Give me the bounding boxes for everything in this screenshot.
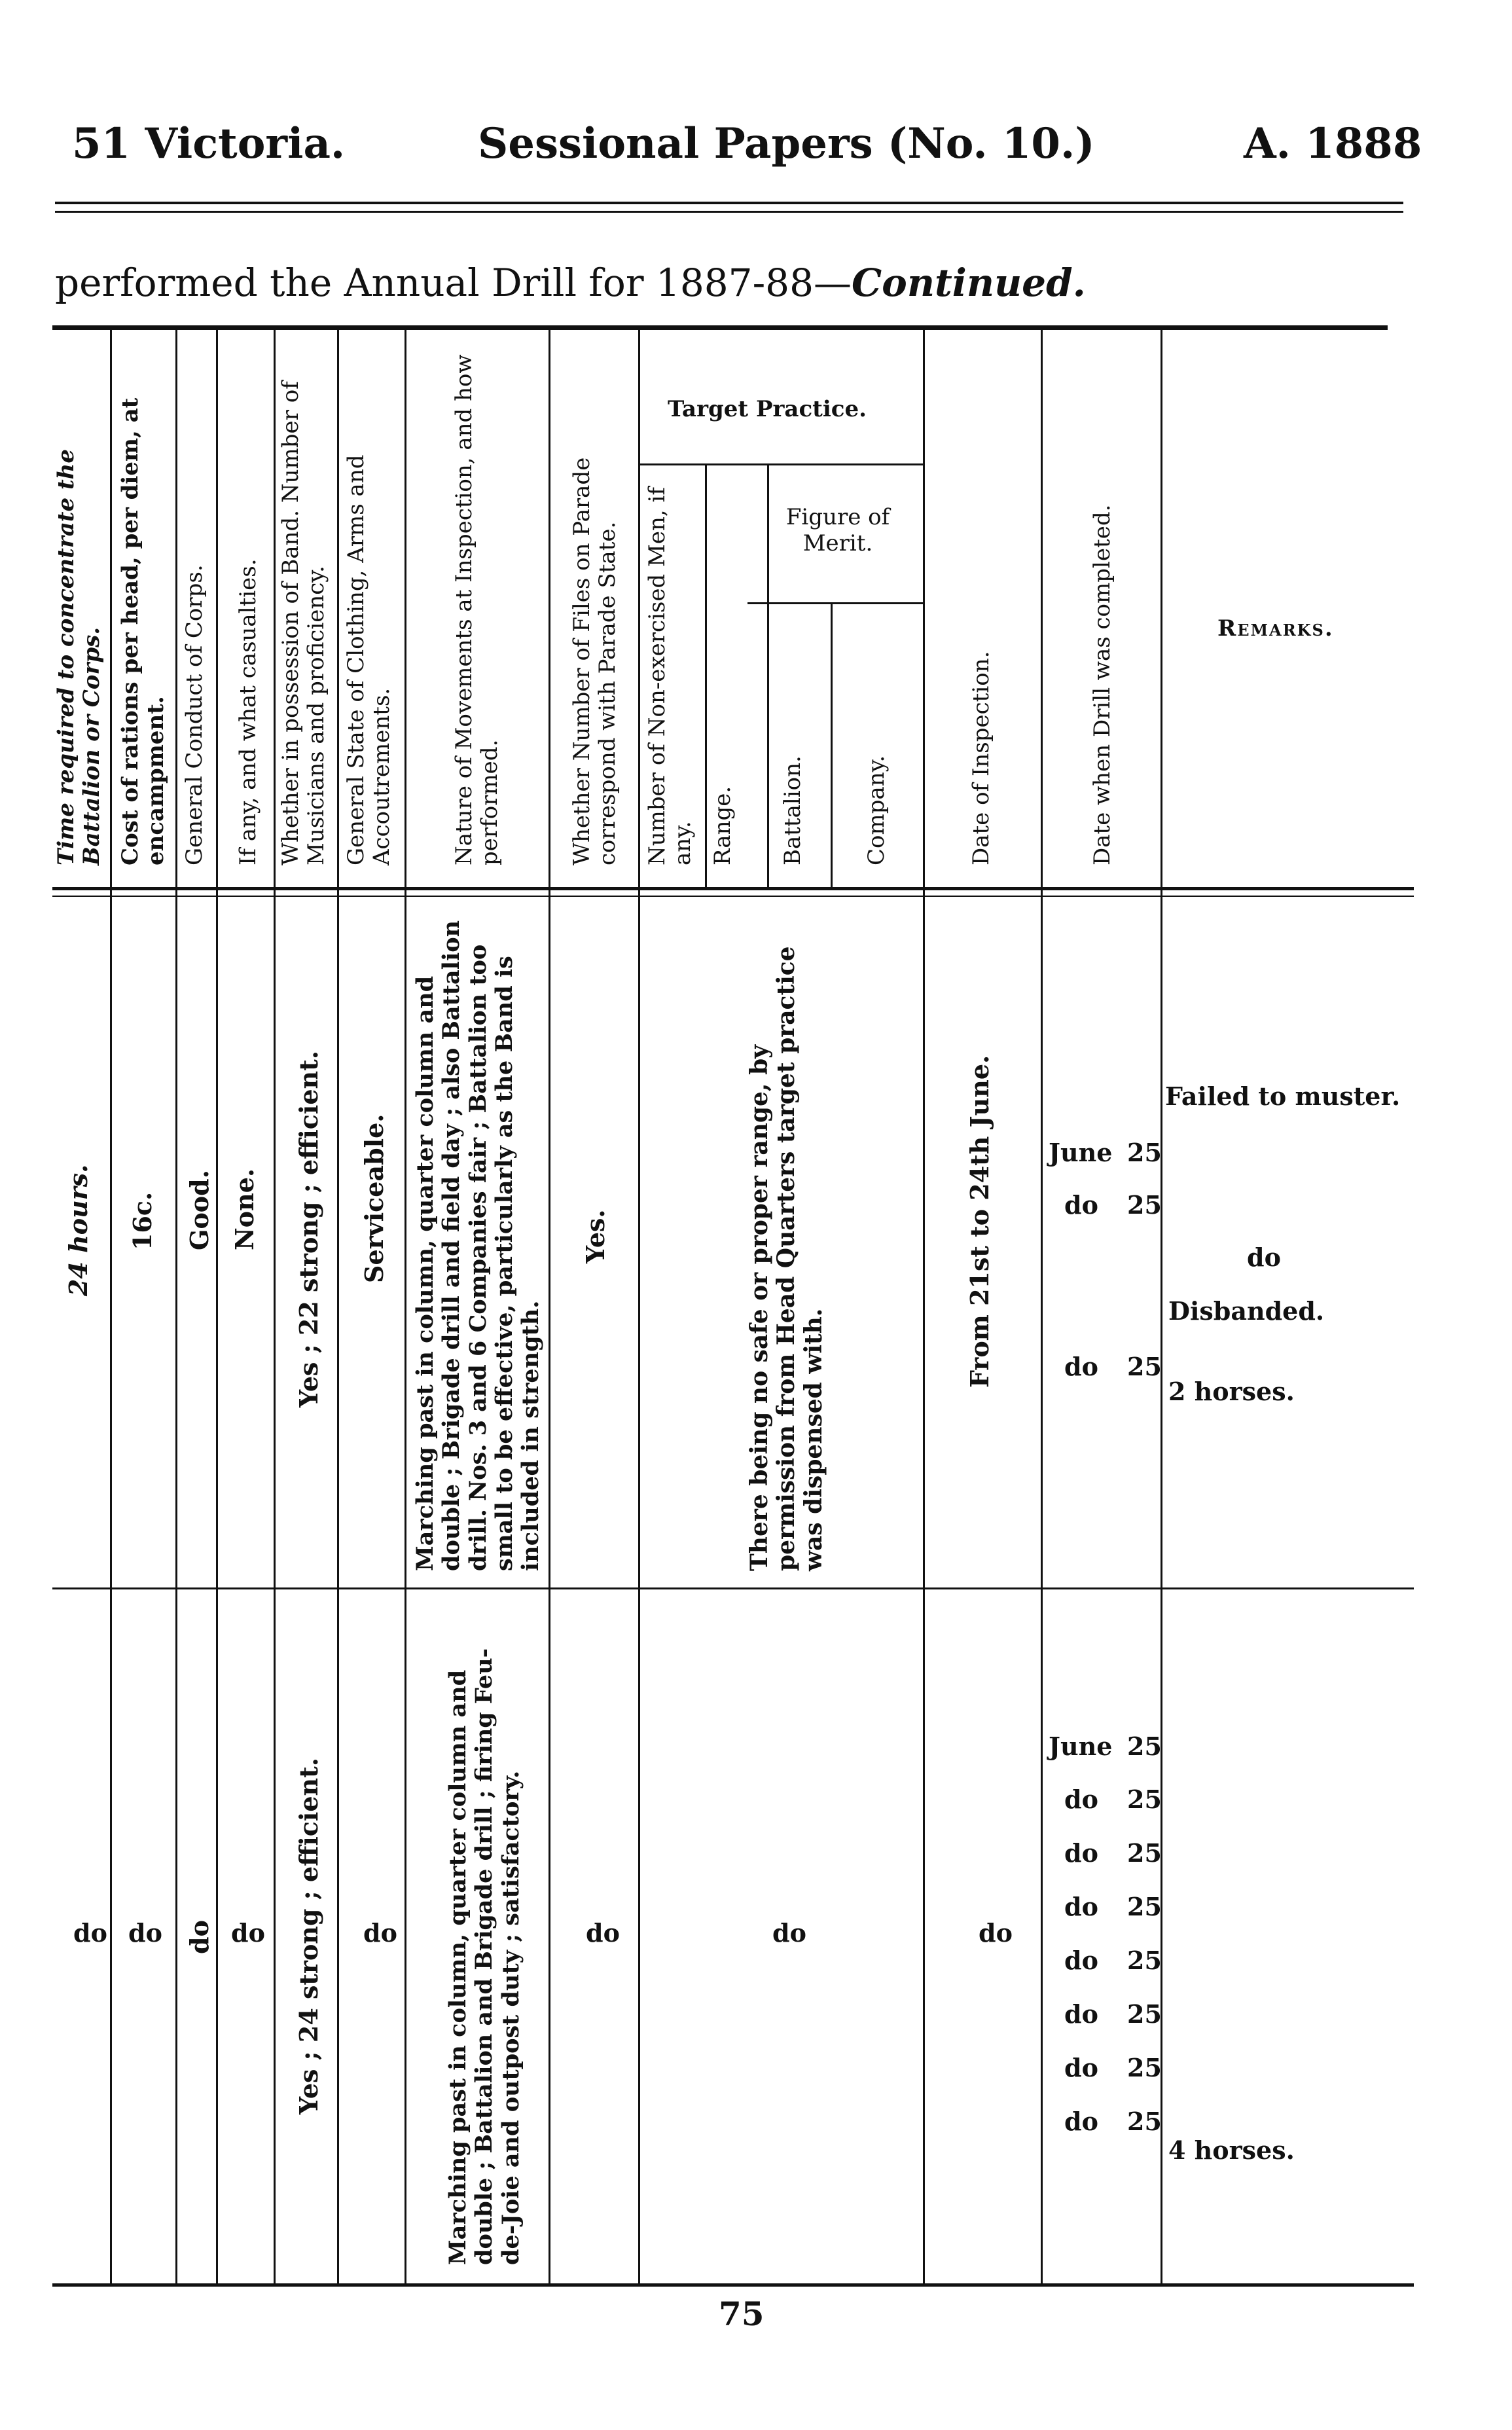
cell-files: do (586, 1918, 620, 1948)
col-divider-2 (175, 327, 177, 2285)
cell-time: 24 hours. (63, 1164, 93, 1296)
col-header-target-practice: Target Practice. (668, 396, 867, 422)
figure-of-merit-rule (747, 602, 923, 604)
col-header-files: Whether Number of Files on Parade correspond with Parade State. (569, 457, 621, 865)
col-header-range: Range. (710, 786, 736, 865)
cell-completed-day: 25 (1127, 1732, 1162, 1761)
col-divider-7 (549, 327, 550, 2285)
col-header-rations: Cost of rations per head, per diem, at encampment. (117, 397, 170, 865)
cell-target-practice: do (772, 1918, 806, 1948)
running-head-center: Sessional Papers (No. 10.) (478, 119, 1095, 168)
col-header-movements: Nature of Movements at Inspection, and how performed. (451, 354, 503, 865)
page-number: 75 (719, 2294, 765, 2333)
cell-clothing: Serviceable. (359, 1114, 389, 1283)
col-divider-3 (216, 327, 218, 2285)
cell-movements: Marching past in column, quarter column and double ; Brigade drill and field day ; also Battalion drill. Nos. 3 and 6 Companies fair ; Battalion too small to be effective, particularly as the Band is included in strength. (412, 920, 544, 1571)
cell-completed-month: do (1064, 1892, 1098, 1921)
head-rule-bottom (55, 211, 1403, 213)
cell-target-practice: There being no safe or proper range, by permission from Head Quarters target practice was dispensed with. (746, 946, 827, 1571)
col-header-band: Whether in possession of Band. Number of Musicians and proficiency. (278, 381, 330, 865)
col-divider-12 (923, 327, 925, 2285)
cell-completed-day: 25 (1127, 1892, 1162, 1921)
cell-completed-day: 25 (1127, 2107, 1162, 2136)
cell-completed-day: 25 (1127, 1190, 1162, 1220)
cell-time: do (73, 1918, 107, 1948)
head-rule-top (55, 202, 1403, 204)
cell-completed-day: 25 (1127, 2053, 1162, 2082)
col-divider-14 (1161, 327, 1162, 2285)
col-header-company: Company. (863, 755, 890, 865)
cell-completed-month: do (1064, 1999, 1098, 2029)
cell-remarks: 2 horses. (1168, 1377, 1295, 1406)
cell-remarks: Failed to muster. (1165, 1081, 1401, 1111)
col-header-inspection-date: Date of Inspection. (968, 651, 994, 865)
header-bottom-rule-thin (52, 896, 1414, 897)
col-divider-9 (705, 465, 707, 890)
cell-completed-month: do (1064, 1785, 1098, 1814)
row-divider (52, 1587, 1414, 1589)
cell-completed-day: 25 (1127, 1946, 1162, 1975)
table-bottom-rule (52, 2283, 1414, 2287)
col-divider-11 (831, 604, 833, 890)
cell-completed-day: 25 (1127, 1838, 1162, 1868)
cell-completed-day: 25 (1127, 1785, 1162, 1814)
col-header-battalion: Battalion. (780, 755, 806, 865)
cell-casualties: do (231, 1918, 265, 1948)
col-divider-8 (638, 327, 640, 2285)
cell-completed-month: do (1064, 1352, 1098, 1381)
cell-completed-month: do (1064, 1946, 1098, 1975)
col-divider-4 (274, 327, 276, 2285)
cell-completed-day: 25 (1127, 1999, 1162, 2029)
col-header-remarks: Remarks. (1217, 615, 1334, 642)
running-head-left: 51 Victoria. (72, 119, 346, 168)
col-divider-13 (1041, 327, 1043, 2285)
cell-completed-day: 25 (1127, 1138, 1162, 1167)
page-subtitle: performed the Annual Drill for 1887-88—Continued. (55, 261, 1086, 305)
col-header-time: Time required to concentrate the Battalion or Corps. (53, 448, 105, 865)
col-header-drill-completed: Date when Drill was completed. (1089, 504, 1115, 865)
cell-clothing: do (363, 1918, 397, 1948)
col-divider-5 (337, 327, 339, 2285)
header-bottom-rule (52, 887, 1414, 890)
cell-files: Yes. (581, 1209, 610, 1263)
cell-conduct: Good. (185, 1170, 214, 1250)
col-divider-10 (767, 465, 769, 890)
cell-completed-month: do (1064, 2107, 1098, 2136)
cell-completed-day: 25 (1127, 1352, 1162, 1381)
target-practice-rule (638, 463, 923, 465)
cell-band: Yes ; 24 strong ; efficient. (294, 1758, 323, 2114)
cell-conduct: do (185, 1920, 214, 1954)
cell-band: Yes ; 22 strong ; efficient. (294, 1051, 323, 1407)
cell-inspection-date: From 21st to 24th June. (965, 1055, 994, 1388)
cell-casualties: None. (230, 1168, 259, 1250)
cell-movements: Marching past in column, quarter column and double ; Battalion and Brigade drill ; firing Feu-de-Joie and outpost duty ; satisfactory. (444, 1648, 524, 2265)
running-head-right: A. 1888 (1244, 119, 1422, 168)
cell-completed-month: do (1064, 1190, 1098, 1220)
col-divider-6 (405, 327, 406, 2285)
col-header-casualties: If any, and what casualties. (235, 558, 261, 865)
cell-remarks: do (1247, 1242, 1281, 1272)
cell-completed-month: do (1064, 2053, 1098, 2082)
col-header-figure-of-merit: Figure of Merit. (785, 504, 890, 556)
cell-rations: do (128, 1918, 162, 1948)
cell-completed-month: do (1064, 1838, 1098, 1868)
cell-completed-month: June (1049, 1732, 1113, 1761)
cell-completed-month: June (1049, 1138, 1113, 1167)
cell-rations: 16c. (128, 1191, 157, 1250)
cell-remarks: Disbanded. (1168, 1296, 1325, 1326)
col-header-non-exercised: Number of Non-exercised Men, if any. (644, 487, 696, 865)
table-top-rule (52, 325, 1388, 330)
cell-remarks: 4 horses. (1168, 2135, 1295, 2165)
col-header-clothing: General State of Clothing, Arms and Accoutrements. (343, 454, 395, 865)
col-header-conduct: General Conduct of Corps. (181, 564, 207, 865)
cell-inspection-date: do (979, 1918, 1013, 1948)
col-divider-1 (110, 327, 112, 2285)
